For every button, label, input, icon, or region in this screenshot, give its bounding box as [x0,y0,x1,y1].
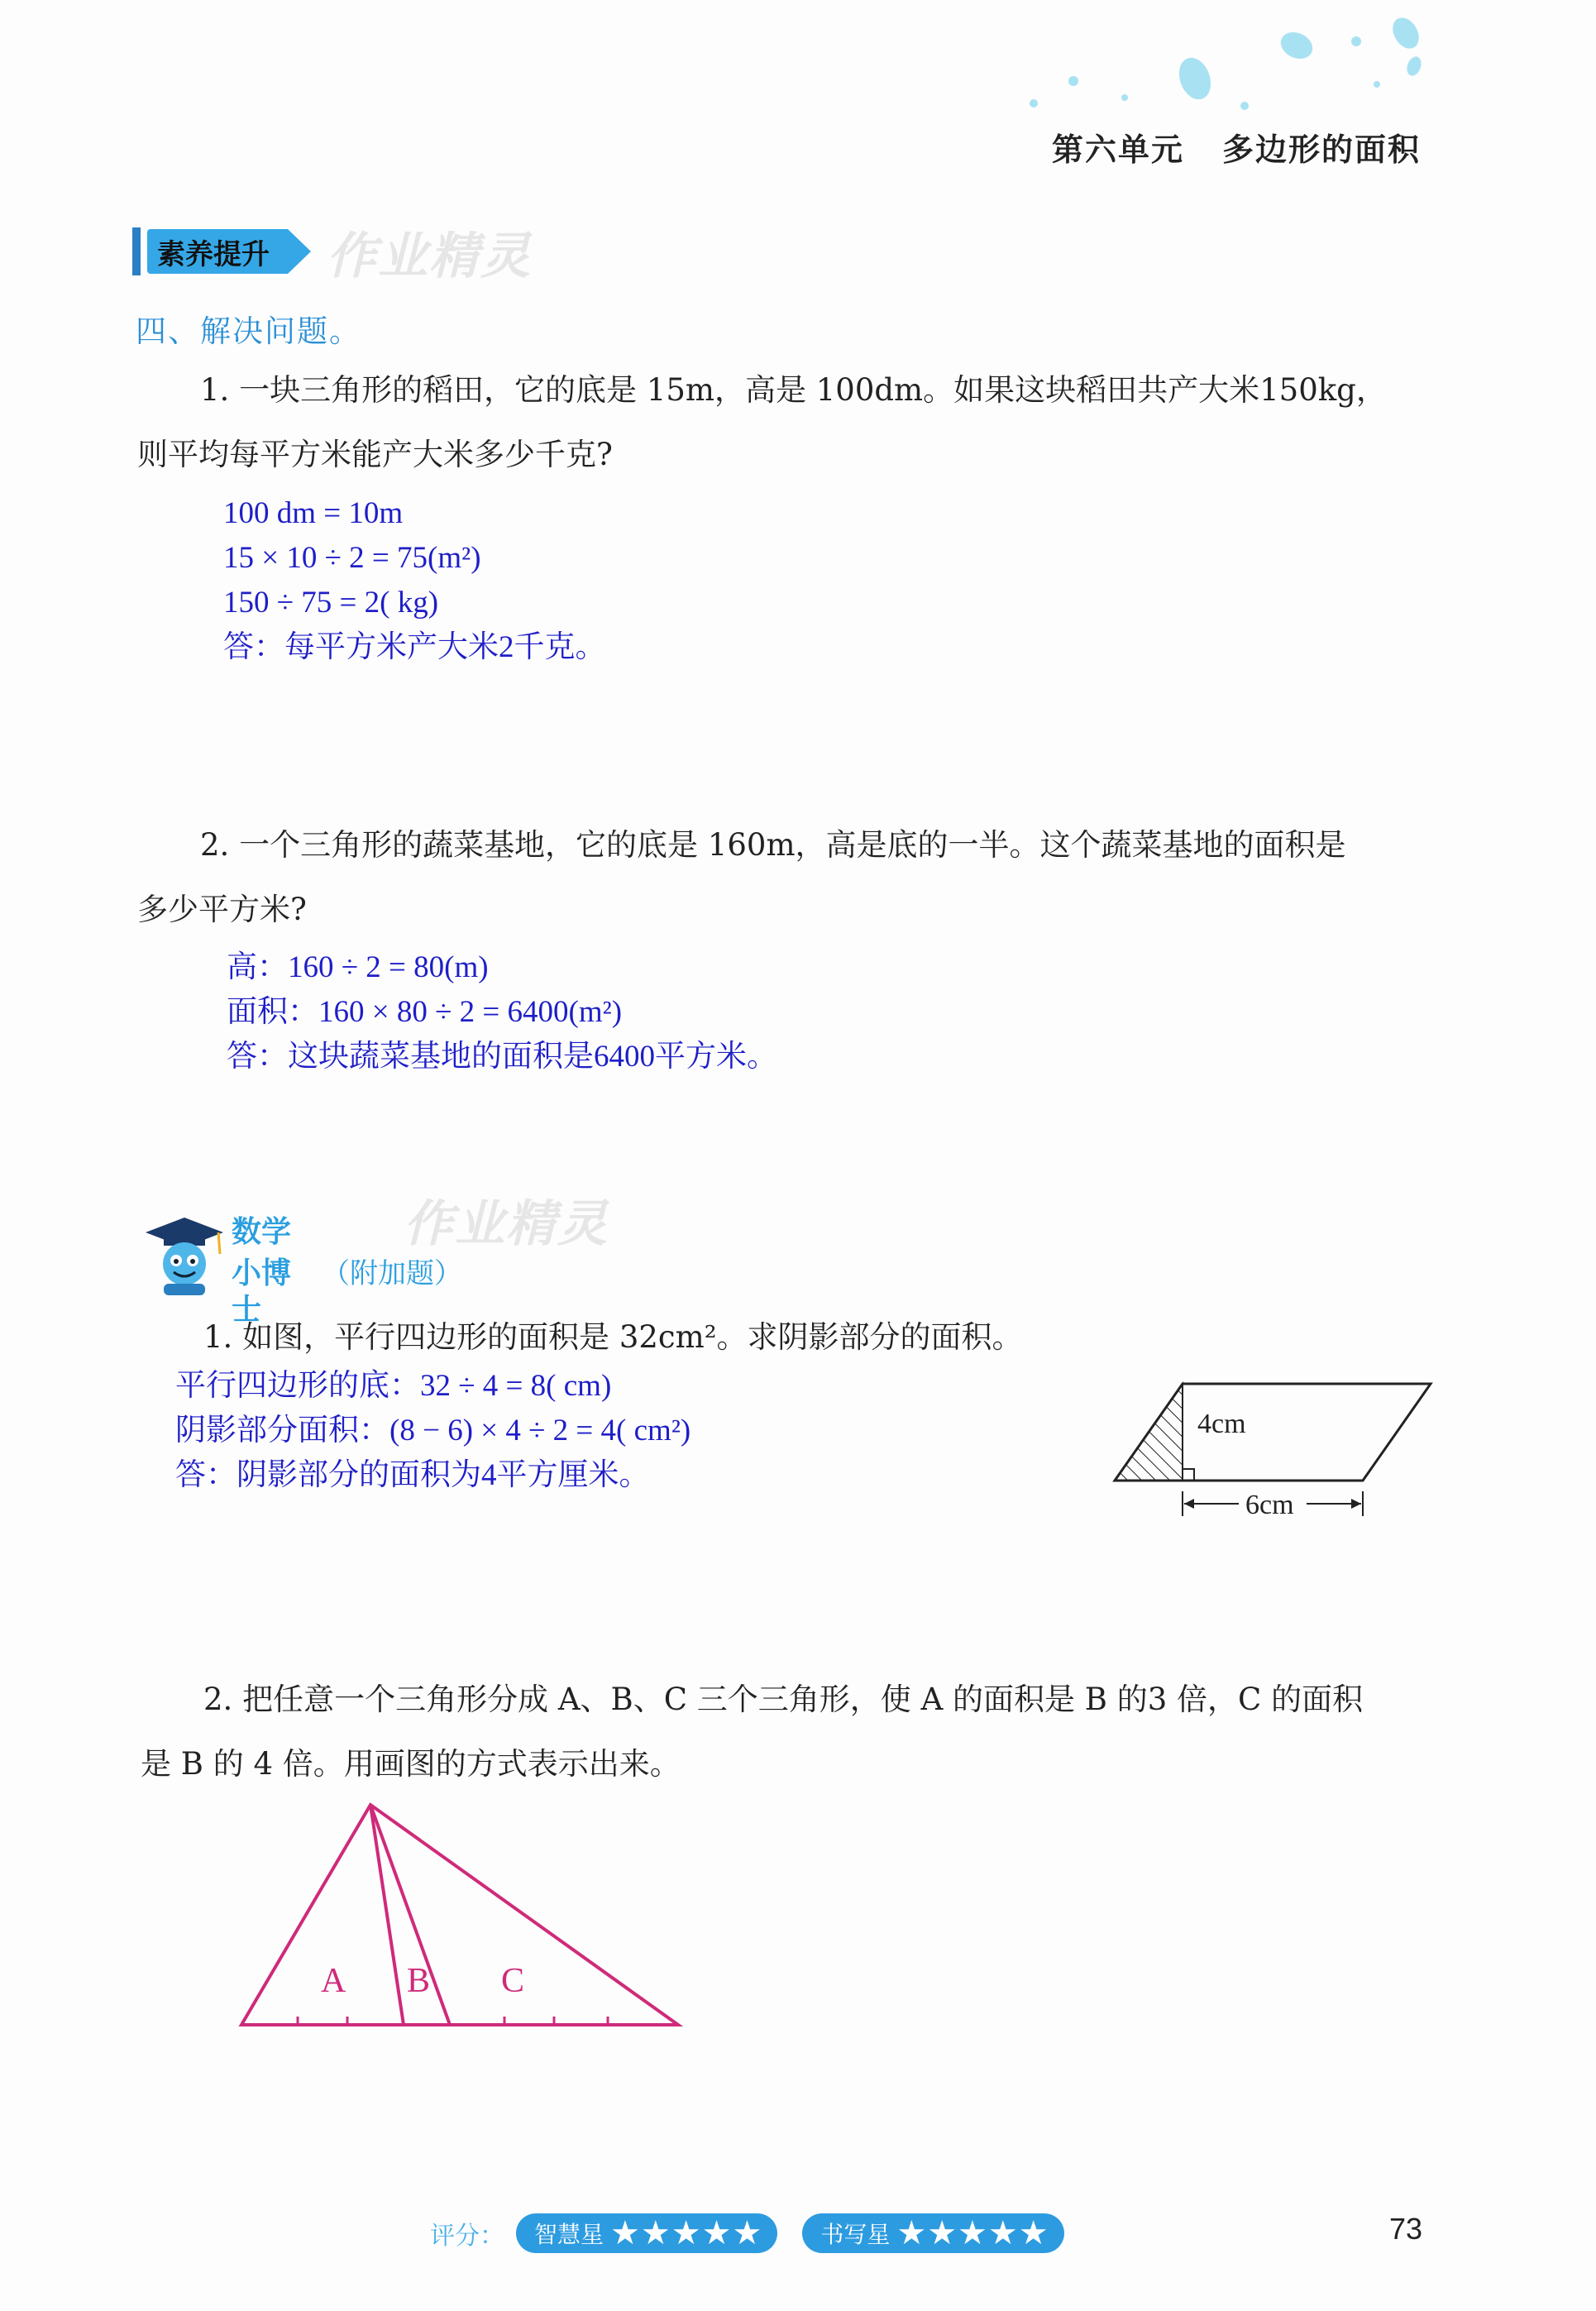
banner-bar [132,227,141,275]
bonus-1-question: 1. 如图，平行四边形的面积是 32cm²。求阴影部分的面积。 [203,1319,1023,1355]
bonus-1-answer [175,1364,690,1498]
label-a: A [321,1962,346,2000]
watermark: 作业精灵 [404,1195,609,1253]
problem-2-answer [227,945,777,1079]
answer-line: 阴影部分面积：(8 − 6) × 4 ÷ 2 = 4( cm²) [175,1414,691,1447]
answer-line: 高：160 ÷ 2 = 80(m) [227,950,489,984]
answer-line: 平行四边形的底：32 ÷ 4 = 8( cm) [175,1369,612,1403]
label-c: C [501,1962,525,2000]
doctor-mascot-icon [139,1214,230,1297]
answer-line: 答：这块蔬菜基地的面积是6400平方米。 [227,1040,777,1074]
problem-1-line2: 则平均每平方米能产大米多少千克? [137,437,613,472]
star-icons: ★★★★★ [610,2214,763,2252]
badge-line2: 小博士 [232,1256,292,1327]
decorative-leaves [1017,17,1447,124]
badge-line1: 数学 [232,1215,292,1249]
badge-extra: （附加题） [322,1257,463,1290]
bonus-2 [141,1667,1464,1797]
wisdom-star-rating [516,2213,777,2253]
answer-line: 15 × 10 ÷ 2 = 75(m²) [223,541,481,575]
pill-label: 智慧星 [534,2221,604,2248]
section-banner [132,227,311,276]
problem-1 [137,358,1460,487]
answer-line: 答：阴影部分的面积为4平方厘米。 [175,1458,650,1492]
problem-2-line1: 2. 一个三角形的蔬菜基地，它的底是 160m，高是底的一半。这个蔬菜基地的面积是 [200,827,1346,863]
page-number: 73 [1388,2212,1422,2246]
answer-line: 答：每平方米产大米2千克。 [223,630,606,664]
banner-arrow [288,229,311,274]
watermark: 作业精灵 [327,227,532,285]
banner-label: 素养提升 [147,229,288,274]
divider-line [370,1805,404,2025]
part-heading: 四、解决问题。 [136,313,361,349]
problem-1-answer [223,491,606,670]
chapter-header [1052,124,1421,170]
parallelogram-figure [1100,1369,1447,1522]
answer-line: 150 ÷ 75 = 2( kg) [223,586,439,620]
score-footer [430,2210,1089,2256]
writing-star-rating [802,2213,1063,2253]
unit-title: 第六单元 [1051,132,1184,168]
bonus-2-line2: 是 B 的 4 倍。用画图的方式表示出来。 [141,1746,681,1782]
base-label: 6cm [1245,1490,1294,1520]
answer-line: 100 dm = 10m [223,496,404,530]
height-label: 4cm [1197,1409,1246,1439]
problem-2 [137,813,1460,942]
label-b: B [407,1962,431,2000]
problem-1-line1: 1. 一块三角形的稻田，它的底是 15m，高是 100dm。如果这块稻田共产大米150kg， [200,372,1387,408]
problem-2-line2: 多少平方米? [137,892,307,927]
star-icons: ★★★★★ [896,2214,1049,2252]
triangle [241,1805,678,2025]
triangle-figure [232,1795,695,2035]
answer-line: 面积：160 × 80 ÷ 2 = 6400(m²) [227,995,623,1029]
score-label: 评分： [430,2222,504,2251]
topic-title: 多边形的面积 [1221,132,1421,168]
bonus-2-line1: 2. 把任意一个三角形分成 A、B、C 三个三角形，使 A 的面积是 B 的3 倍，C 的面积 [203,1682,1364,1717]
pill-label: 书写星 [820,2221,891,2248]
